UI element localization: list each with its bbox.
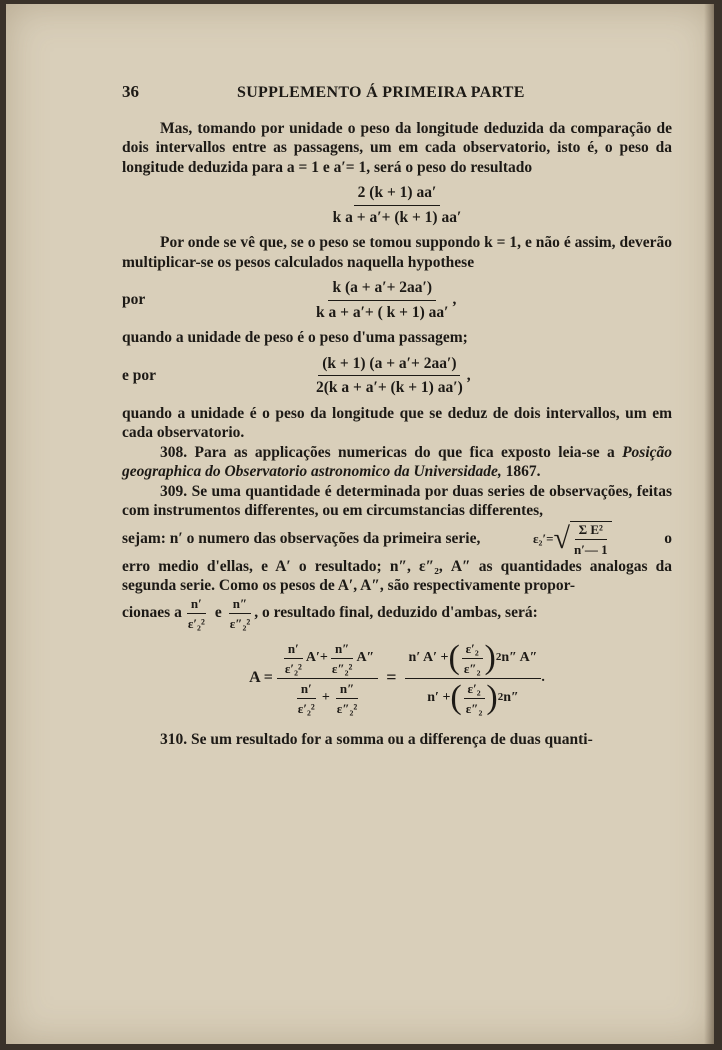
final-right-denominator [423, 679, 523, 716]
radical-sign: √ [553, 521, 570, 555]
fraction-eq1 [329, 183, 466, 227]
eq3-trail: , [466, 366, 471, 384]
fr-ratio-top: ε′₂ [462, 641, 483, 659]
section-309-line1 [122, 482, 672, 521]
fr-num-2: n″ A″ [501, 650, 538, 666]
weight-2-den: ε″₂² [229, 615, 251, 631]
weight-2-num: n″ [229, 596, 251, 614]
section-310 [122, 730, 672, 750]
fl-A2: A″ [356, 650, 375, 666]
eq2-label: por [122, 291, 146, 309]
fr-den-2: n″ [503, 690, 519, 706]
fl-den-a-top: n′ [297, 681, 316, 699]
eq3-denominator: 2(k a + a′+ (k + 1) aa′) [316, 379, 463, 396]
fl-den-a [294, 681, 319, 716]
cionaes-text: cionaes a [122, 604, 182, 622]
section-309-number: 309. [160, 482, 188, 500]
final-equals: = [386, 667, 397, 688]
final-equation [122, 641, 672, 716]
section-309-line3: erro medio d'ellas, e A′ o resultado; n″, ε″₂, A″ as quantidades analogas da segunda serie. Como os pesos de A′, A″, são respectivamente propor- [122, 557, 672, 594]
fl-den-a-bottom: ε′₂² [297, 700, 315, 716]
paragraph-1: Mas, tomando por unidade o peso da longitude deduzida da comparação de dois intervallos entre as passagens, um em cada observatorio, isto é, o peso da longitude deduzida para a = 1 e a′= 1, será o peso do resultado [122, 119, 672, 176]
page-number: 36 [122, 82, 139, 101]
sqrt-body [570, 521, 612, 557]
fr-num-1: n′ A′ + [408, 650, 449, 666]
weight-1-den: ε′₂² [187, 615, 205, 631]
fl-den-b-top: n″ [336, 681, 358, 699]
fr-paren-open: ( [448, 639, 460, 676]
fl-num-b-top: n″ [331, 641, 353, 659]
fl-num-a-bottom: ε′₂² [284, 660, 302, 676]
epsilon-lhs: ε₂′= [533, 530, 554, 546]
fr-exponent: 2 [495, 651, 502, 664]
sejam-text: sejam: n′ o numero das observações da primeira serie, [122, 529, 481, 547]
fr-den-ratio-bottom: ε″₂ [465, 700, 483, 716]
eq2-numerator: k (a + a′+ 2aa′) [328, 278, 436, 301]
running-title: SUPPLEMENTO Á PRIMEIRA PARTE [237, 84, 525, 101]
eq1-denominator: k a + a′+ (k + 1) aa′ [332, 208, 462, 226]
paragraph-4: quando a unidade é o peso da longitude que se deduz de dois intervallos, um em cada observatorio. [122, 404, 672, 441]
equation-2 [122, 278, 672, 322]
final-trail: . [541, 670, 545, 686]
fl-num-b [328, 641, 357, 676]
weight-1-num: n′ [187, 596, 206, 614]
section-310-number: 310. [160, 730, 188, 748]
final-left-numerator [277, 641, 378, 679]
eq3-numerator: (k + 1) (a + a′+ 2aa′) [318, 354, 460, 377]
section-309-line4 [122, 596, 672, 631]
epsilon-formula [533, 521, 612, 557]
weight-2 [226, 596, 255, 631]
fr-paren-close: ) [484, 639, 496, 676]
section-309-text: Se uma quantidade é determinada por duas series de observações, feitas com instrumentos differentes, ou em circumstancias differentes, [122, 482, 673, 519]
fr-den-1: n′ + [427, 690, 451, 706]
eq3-label: e por [122, 366, 157, 384]
section-308-number: 308. [160, 443, 188, 461]
equation-1 [122, 183, 672, 227]
fr-den-exponent: 2 [497, 691, 504, 704]
eq1-numerator: 2 (k + 1) aa′ [354, 183, 441, 206]
fr-ratio-bottom: ε″₂ [463, 660, 481, 676]
fl-num-b-bottom: ε″₂² [331, 660, 353, 676]
page-header [122, 82, 672, 103]
weight-1 [184, 596, 209, 631]
fraction-eq2 [312, 278, 453, 322]
final-right-fraction [405, 641, 542, 716]
paragraph-2: Por onde se vê que, se o peso se tomou suppondo k = 1, e não é assim, deverão multiplicar-se os pesos calculados naquella hypothese [122, 234, 672, 271]
sqrt-expression [554, 521, 612, 557]
sqrt-denominator: n′— 1 [573, 541, 608, 557]
eq2-trail: , [452, 291, 457, 309]
section-308-title: Posição geographica do Observatorio astronomico da Universidade, [122, 443, 673, 480]
o-text: o [664, 529, 672, 547]
final-left-denominator [290, 679, 366, 716]
section-308-year: 1867. [505, 463, 541, 480]
e-text: e [214, 604, 222, 622]
fl-den-b-bottom: ε″₂² [336, 700, 358, 716]
eq2-denominator: k a + a′+ ( k + 1) aa′ [316, 303, 449, 321]
section-309-line2 [122, 521, 672, 557]
page [6, 4, 714, 1044]
sqrt-numerator: Σ E² [575, 522, 607, 540]
fl-num-a-top: n′ [284, 641, 303, 659]
fr-ratio [460, 641, 485, 676]
fraction-eq3 [312, 354, 467, 398]
page-content [122, 82, 672, 749]
fr-den-ratio-top: ε′₂ [464, 681, 485, 699]
equation-3 [122, 354, 672, 398]
fl-num-a [281, 641, 306, 676]
section-308-text: Para as applicações numericas do que fica exposto leia-se a [194, 443, 615, 461]
section-310-text: Se um resultado for a somma ou a differença de duas quanti- [191, 730, 593, 748]
resultado-text: , o resultado final, deduzido d'ambas, será: [254, 604, 538, 622]
fl-den-b [333, 681, 362, 716]
fr-den-paren-open: ( [450, 679, 462, 716]
final-left-fraction [277, 641, 378, 716]
fl-A1: A′+ [305, 650, 328, 666]
fr-den-paren-close: ) [486, 679, 498, 716]
final-lhs: A = [249, 669, 273, 687]
fl-plus: + [321, 690, 330, 706]
paragraph-3: quando a unidade de peso é o peso d'uma passagem; [122, 329, 468, 346]
fr-den-ratio [462, 681, 487, 716]
sqrt-fraction [570, 522, 612, 557]
final-right-numerator [405, 641, 542, 679]
section-308 [122, 443, 672, 482]
